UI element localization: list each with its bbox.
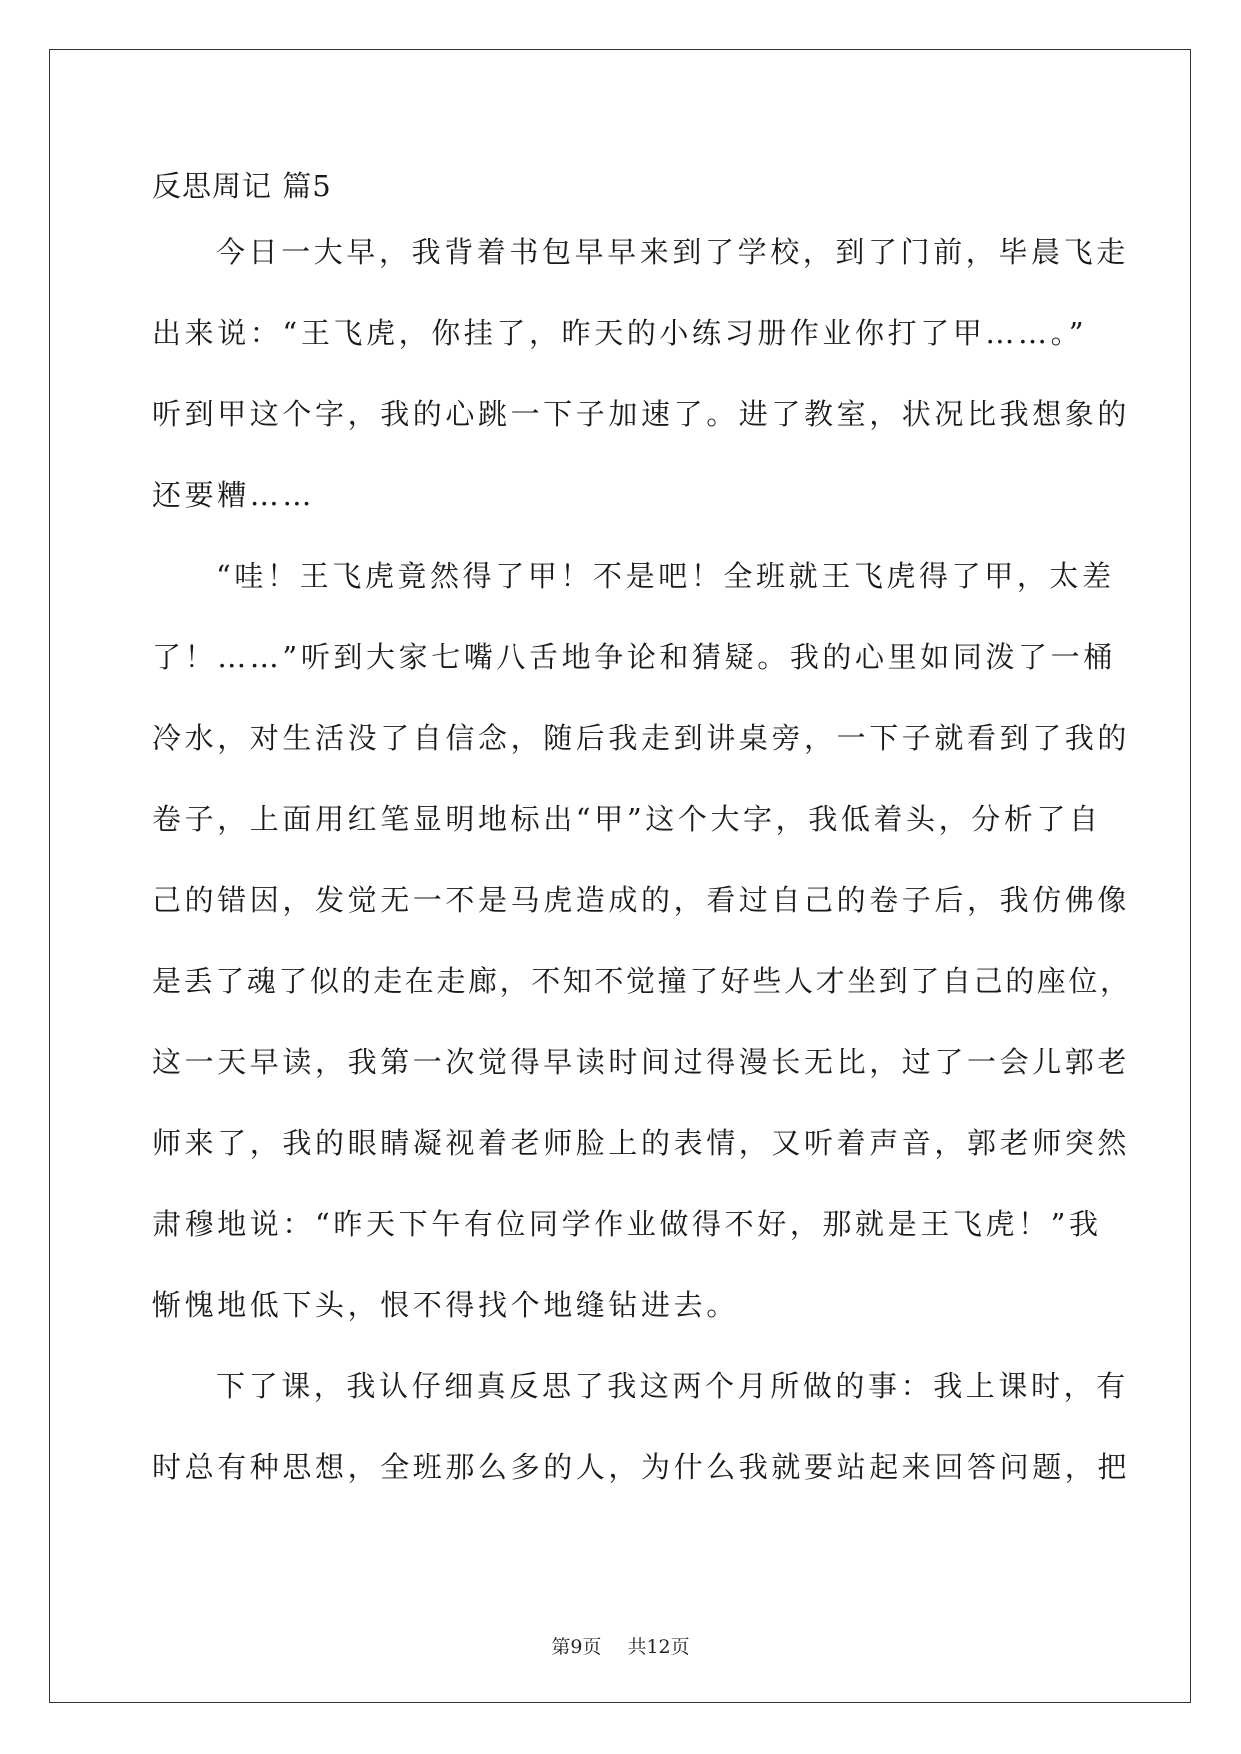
text-line: 听到甲这个字，我的心跳一下子加速了。进了教室，状况比我想象的 (152, 397, 1131, 431)
text-line: 今日一大早，我背着书包早早来到了学校，到了门前，毕晨飞走 (216, 235, 1129, 269)
text-line: 冷水，对生活没了自信念，随后我走到讲桌旁，一下子就看到了我的 (152, 721, 1131, 755)
page-footer (0, 1632, 1241, 1659)
text-line: 卷子，上面用红笔显明地标出“甲”这个大字，我低着头，分析了自 (152, 802, 1102, 836)
text-line: 己的错因，发觉无一不是马虎造成的，看过自己的卷子后，我仿佛像 (152, 883, 1131, 917)
text-line: 是丢了魂了似的走在走廊，不知不觉撞了好些人才坐到了自己的座位， (152, 964, 1132, 998)
text-line: 还要糟…… (152, 478, 316, 512)
text-line: 出来说：“王飞虎，你挂了，昨天的小练习册作业你打了甲……。” (152, 316, 1088, 350)
text-line: 时总有种思想，全班那么多的人，为什么我就要站起来回答问题，把 (152, 1450, 1131, 1484)
page-number: 第9页 (551, 1636, 602, 1658)
text-line: “哇！王飞虎竟然得了甲！不是吧！全班就王飞虎得了甲，太差 (216, 559, 1115, 593)
document-body (152, 166, 1132, 1528)
text-line: 师来了，我的眼睛凝视着老师脸上的表情，又听着声音，郭老师突然 (152, 1126, 1131, 1160)
page-total: 共12页 (627, 1636, 690, 1658)
text-line: 惭愧地低下头，恨不得找个地缝钻进去。 (152, 1288, 739, 1322)
document-title: 反思周记 篇5 (152, 169, 332, 203)
text-line: 下了课，我认仔细真反思了我这两个月所做的事：我上课时，有 (216, 1369, 1129, 1403)
text-line: 这一天早读，我第一次觉得早读时间过得漫长无比，过了一会儿郭老 (152, 1045, 1131, 1079)
text-line: 了！……”听到大家七嘴八舌地争论和猜疑。我的心里如同泼了一桶 (152, 640, 1116, 674)
text-line: 肃穆地说：“昨天下午有位同学作业做得不好，那就是王飞虎！”我 (152, 1207, 1102, 1241)
